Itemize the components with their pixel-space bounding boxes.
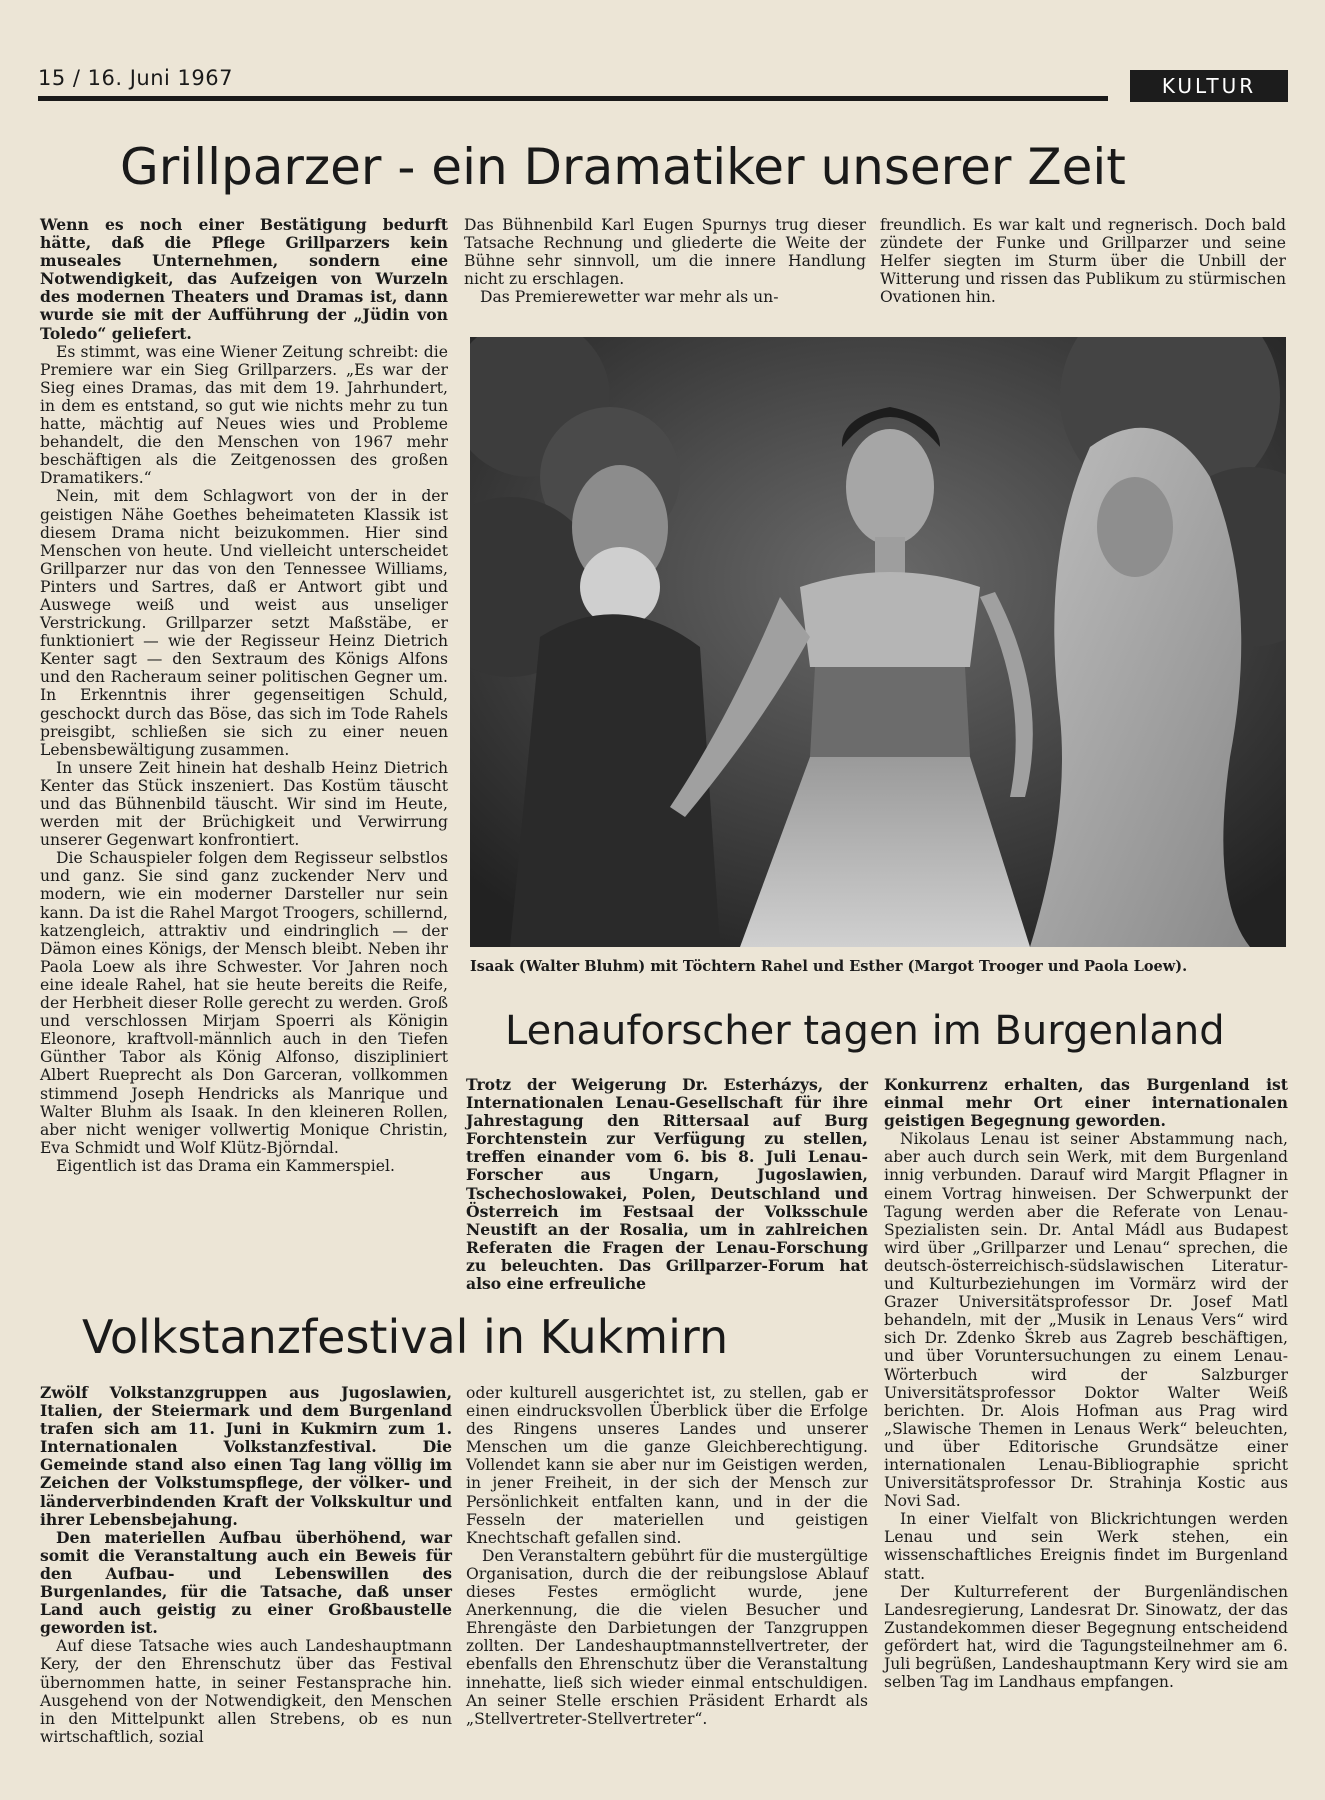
paragraph: Die Schauspieler folgen dem Regisseur selbstlos und ganz. Sie sind ganz zuckender Nerv und modern, wie ein moderner Darsteller nur sein kann. Da ist die Rahel Margot Troogers, schillernd, katzengleich, attraktiv und eindringlich — der Dämon eines Königs, der Mensch bleibt. Neben ihr Paola Loew als ihre Schwester. Vor Jahren noch eine ideale Rahel, hat sie heute bereits die Reife, der Herbheit dieser Rolle gerecht zu werden. Groß und verschlossen Mirjam Spoerri als Königin Eleonore, kraftvoll-männlich auch in den Tiefen Günther Tabor als König Alfonso, diszipliniert Albert Rueprecht als Don Garceran, vollkommen stimmend Joseph Hendricks als Manrique und Walter Bluhm als Isaak. In den kleineren Rollen, aber nicht weniger vollwertig Monique Christin, Eva Schmidt und Wolf Klütz-Björndal. (40, 849, 448, 1157)
paragraph: Das Bühnenbild Karl Eugen Spurnys trug dieser Tatsache Rechnung und gliederte die Weite der Bühne sehr sinnvoll, um die innere Handlung nicht zu erschlagen. (464, 216, 866, 289)
header-rule (38, 96, 1108, 101)
paragraph: Konkurrenz erhalten, das Burgenland ist einmal mehr Ort einer internationalen geistigen Begegnung geworden. (884, 1075, 1288, 1131)
paragraph: Das Premierewetter war mehr als un- (480, 288, 779, 307)
paragraph: Wenn es noch einer Bestätigung bedurft hätte, daß die Pflege Grillparzers kein museales Unternehmen, sondern eine Notwendigkeit, das Aufzeigen von Wurzeln des modernen Theaters und Dramas ist, dann wurde sie mit der Aufführung der „Jüdin von Toledo“ geliefert. (40, 215, 448, 343)
paragraph: Auf diese Tatsache wies auch Landeshauptmann Kery, der den Ehrenschutz über das Festival übernommen hatte, in seiner Festansprache hin. Ausgehend von der Notwendigkeit, den Menschen in den Mittelpunkt allen Strebens, ob es nun wirtschaftlich, sozial (40, 1637, 452, 1746)
article-volkstanz-col1 (40, 1384, 452, 1746)
paragraph: Den materiellen Aufbau überhöhend, war somit die Veranstaltung auch ein Beweis für den Aufbau- und Lebenswillen des Burgenlandes, für die Tatsache, daß unser Land auch geistig zu einer Großbaustelle geworden ist. (40, 1527, 452, 1638)
paragraph: Den Veranstaltern gebührt für die mustergültige Organisation, durch die der reibungslose Ablauf dieses Festes ermöglicht wurde, jene Anerkennung, die die vielen Besucher und Ehrengäste den Darbietungen der Tanzgruppen zollten. Der Landeshauptmannstellvertreter, der ebenfalls den Ehrenschutz über die Veranstaltung innehatte, ließ sich wieder einmal entschuldigen. An seiner Stelle erschien Präsident Erhardt als „Stellvertreter-Stellvertreter“. (466, 1546, 868, 1728)
article-volkstanz-col2 (466, 1384, 868, 1728)
article-grillparzer-col1 (40, 216, 448, 1175)
article-volkstanz-title: Volkstanzfestival in Kukmirn (82, 1310, 729, 1364)
paragraph: freundlich. Es war kalt und regnerisch. Doch bald zündete der Funke und Grillparzer und seine Helfer siegten im Sturm über die Unbill der Witterung und rissen das Publikum zu stürmischen Ovationen hin. (880, 216, 1286, 307)
section-label: KULTUR (1130, 70, 1288, 102)
article-grillparzer-col3 (880, 216, 1286, 306)
page-number-date: 15 / 16. Juni 1967 (38, 66, 233, 90)
photo-caption: Isaak (Walter Bluhm) mit Töchtern Rahel und Esther (Margot Trooger und Paola Loew). (470, 958, 1188, 975)
theater-photo (470, 337, 1286, 947)
article-lenau-col2 (884, 1076, 1288, 1691)
paragraph: Eigentlich ist das Drama ein Kammerspiel. (56, 1156, 395, 1175)
paragraph: In einer Vielfalt von Blickrichtungen werden Lenau und sein Werk stehen, ein wissenschaftliches Ereignis findet im Burgenland statt. (884, 1510, 1288, 1583)
paragraph: Trotz der Weigerung Dr. Esterházys, der Internationalen Lenau-Gesellschaft für ihre Jahrestagung den Rittersaal auf Burg Forchtenstein zur Verfügung zu stellen, treffen einander vom 6. bis 8. Juli Lenau-Forscher aus Ungarn, Jugoslawien, Tschechoslowakei, Polen, Deutschland und Österreich im Festsaal der Volksschule Neustift an der Rosalia, um in zahlreichen Referaten die Fragen der Lenau-Forschung zu beleuchten. Das Grillparzer-Forum hat also eine erfreuliche (466, 1075, 868, 1294)
article-lenau-col1 (466, 1076, 868, 1293)
paragraph: Es stimmt, was eine Wiener Zeitung schreibt: die Premiere war ein Sieg Grillparzers. „Es war der Sieg eines Dramas, das mit dem 19. Jahrhundert, in dem es entstand, so gut wie nichts mehr zu tun hatte, mächtig auf Neues wies und Probleme behandelt, die den Menschen von 1967 mehr beschäftigen als die Zeitgenossen des großen Dramatikers.“ (40, 342, 448, 488)
paragraph: Nein, mit dem Schlagwort von der in der geistigen Nähe Goethes beheimateten Klassik ist diesem Drama nicht beizukommen. Hier sind Menschen von heute. Und vielleicht unterscheidet Grillparzer nur das von den Tennessee Williams, Pinters und Sartres, daß er Antwort gibt und Auswege weiß und weist aus unseliger Verstrickung. Grillparzer setzt Maßstäbe, er funktioniert — wie der Regisseur Heinz Dietrich Kenter sagt — den Sextraum des Königs Alfons und den Racheraum seiner politischen Gegner um. In Erkenntnis ihrer gegenseitigen Schuld, geschockt durch das Böse, das sich im Tode Rahels preisgibt, schließen sie sich zu einer neuen Lebensbewältigung zusammen. (40, 487, 448, 759)
article-grillparzer-title: Grillparzer - ein Dramatiker unserer Zeit (120, 138, 1126, 196)
paragraph: Der Kulturreferent der Burgenländischen Landesregierung, Landesrat Dr. Sinowatz, der das Zustandekommen dieser Begegnung entscheidend gefördert hat, wird die Tagungsteilnehmer am 6. Juli begrüßen, Landeshauptmann Kery wird sie am selben Tag im Landhaus empfangen. (884, 1582, 1288, 1692)
article-grillparzer-col2 (464, 216, 866, 306)
article-lenau-title: Lenauforscher tagen im Burgenland (505, 1008, 1225, 1054)
paragraph: Zwölf Volkstanzgruppen aus Jugoslawien, Italien, der Steiermark und dem Burgenland trafen sich am 11. Juni in Kukmirn zum 1. Internationalen Volkstanzfestival. Die Gemeinde stand also einen Tag lang völlig im Zeichen der Volkstumspflege, der völker- und länderverbindenden Kraft der Volkskultur und ihrer Lebensbejahung. (40, 1383, 452, 1529)
paragraph: Nikolaus Lenau ist seiner Abstammung nach, aber auch durch sein Werk, mit dem Burgenland innig verbunden. Darauf wird Margit Pflagner in einem Vortrag hinweisen. Der Schwerpunkt der Tagung werden aber die Referate von Lenau-Spezialisten sein. Dr. Antal Mádl aus Budapest wird über „Grillparzer und Lenau“ sprechen, die deutsch-österreichisch-südslawischen Literatur- und Kulturbeziehungen im Vormärz wird der Grazer Universitätsprofessor Dr. Josef Matl behandeln, mit der „Musik in Lenaus Vers“ wird sich Dr. Zdenko Škreb aus Zagreb beschäftigen, und über Voruntersuchungen zu einem Lenau-Wörterbuch wird der Salzburger Universitätsprofessor Doktor Walter Weiß berichten. Dr. Alois Hofman aus Prag wird „Slawische Themen in Lenaus Werk“ beleuchten, und über Editorische Grundsätze einer internationalen Lenau-Bibliographie spricht Universitätsprofessor Dr. Strahinja Kostic aus Novi Sad. (884, 1130, 1288, 1511)
paragraph: In unsere Zeit hinein hat deshalb Heinz Dietrich Kenter das Stück inszeniert. Das Kostüm täuscht und das Bühnenbild täuscht. Wir sind im Heute, werden mit der Brüchigkeit und Verwirrung unserer Gegenwart konfrontiert. (40, 758, 448, 850)
theater-photo-illustration (470, 337, 1286, 947)
paragraph: oder kulturell ausgerichtet ist, zu stellen, gab er einen eindrucksvollen Überblick über die Erfolge des Ringens unseres Landes und unserer Menschen um die ganze Gleichberechtigung. Vollendet kann sie aber nur im Geistigen werden, in jener Freiheit, in der sich der Mensch zur Persönlichkeit entfalten kann, und in der die Fesseln der materiellen und geistigen Knechtschaft gefallen sind. (466, 1384, 868, 1547)
